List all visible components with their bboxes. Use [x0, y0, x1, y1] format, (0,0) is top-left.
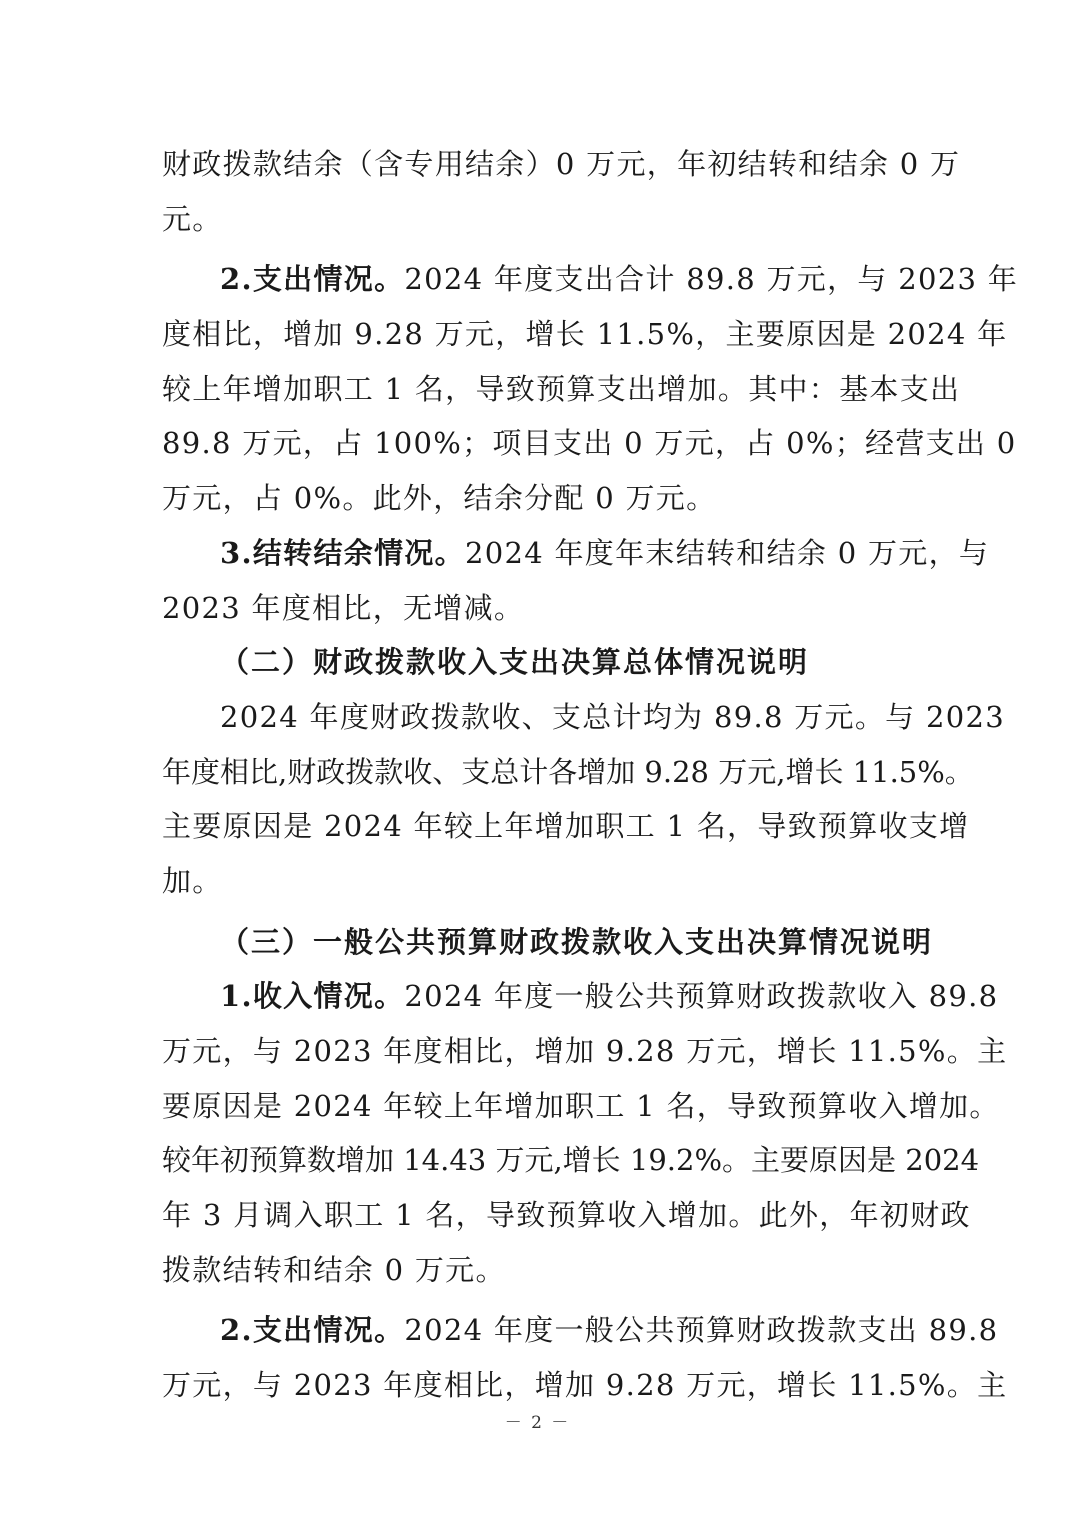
text-line: 万元，占 0%。此外，结余分配 0 万元。 — [162, 481, 717, 516]
text-run: 2024 年度支出合计 89.8 万元，与 2023 年 — [404, 262, 1019, 297]
text-line: 财政拨款结余（含专用结余）0 万元，年初结转和结余 0 万 — [162, 147, 961, 181]
text-line: 加。 — [162, 863, 223, 898]
page-number: － 2 － — [504, 1413, 571, 1433]
paragraph-first-line — [162, 1300, 999, 1355]
text-line: 2023 年度相比，无增减。 — [162, 590, 525, 625]
paragraph-label: 1.收入情况。 — [220, 979, 405, 1014]
text-line: 89.8 万元，占 100%；项目支出 0 万元，占 0%；经营支出 0 — [162, 426, 1017, 461]
text-line: 较年初预算数增加 14.43 万元,增长 19.2%。主要原因是 2024 — [162, 1143, 980, 1178]
text-line: 年度相比,财政拨款收、支总计各增加 9.28 万元,增长 11.5%。 — [162, 754, 974, 789]
text-line: 2024 年度财政拨款收、支总计均为 89.8 万元。与 2023 — [220, 699, 1005, 734]
text-line: 年 3 月调入职工 1 名，导致预算收入增加。此外，年初财政 — [162, 1198, 971, 1233]
text-run: 2024 年度一般公共预算财政拨款收入 89.8 — [404, 979, 999, 1014]
text-run: 2024 年度一般公共预算财政拨款支出 89.8 — [404, 1313, 999, 1348]
text-line: 主要原因是 2024 年较上年增加职工 1 名，导致预算收支增 — [162, 809, 970, 844]
text-line: 要原因是 2024 年较上年增加职工 1 名，导致预算收入增加。 — [162, 1088, 1000, 1123]
text-line: 元。 — [162, 201, 223, 236]
paragraph-first-line — [162, 249, 1019, 304]
section-heading: （三）一般公共预算财政拨款收入支出决算情况说明 — [220, 924, 934, 959]
paragraph-label: 3.结转结余情况。 — [220, 535, 465, 570]
text-line: 度相比，增加 9.28 万元，增长 11.5%，主要原因是 2024 年 — [162, 317, 1008, 352]
paragraph-label: 2.支出情况。 — [220, 1313, 405, 1348]
text-line: 较上年增加职工 1 名，导致预算支出增加。其中：基本支出 — [162, 371, 961, 406]
paragraph-first-line — [162, 523, 990, 578]
paragraph-first-line — [162, 966, 999, 1021]
text-line: 万元，与 2023 年度相比，增加 9.28 万元，增长 11.5%。主 — [162, 1034, 1008, 1068]
document-page — [162, 134, 1019, 1410]
paragraph-label: 2.支出情况。 — [220, 262, 405, 297]
text-line: 万元，与 2023 年度相比，增加 9.28 万元，增长 11.5%。主 — [162, 1368, 1008, 1403]
text-line: 拨款结转和结余 0 万元。 — [162, 1252, 506, 1287]
text-run: 2024 年度年末结转和结余 0 万元，与 — [464, 535, 990, 570]
section-heading: （二）财政拨款收入支出决算总体情况说明 — [220, 645, 810, 680]
